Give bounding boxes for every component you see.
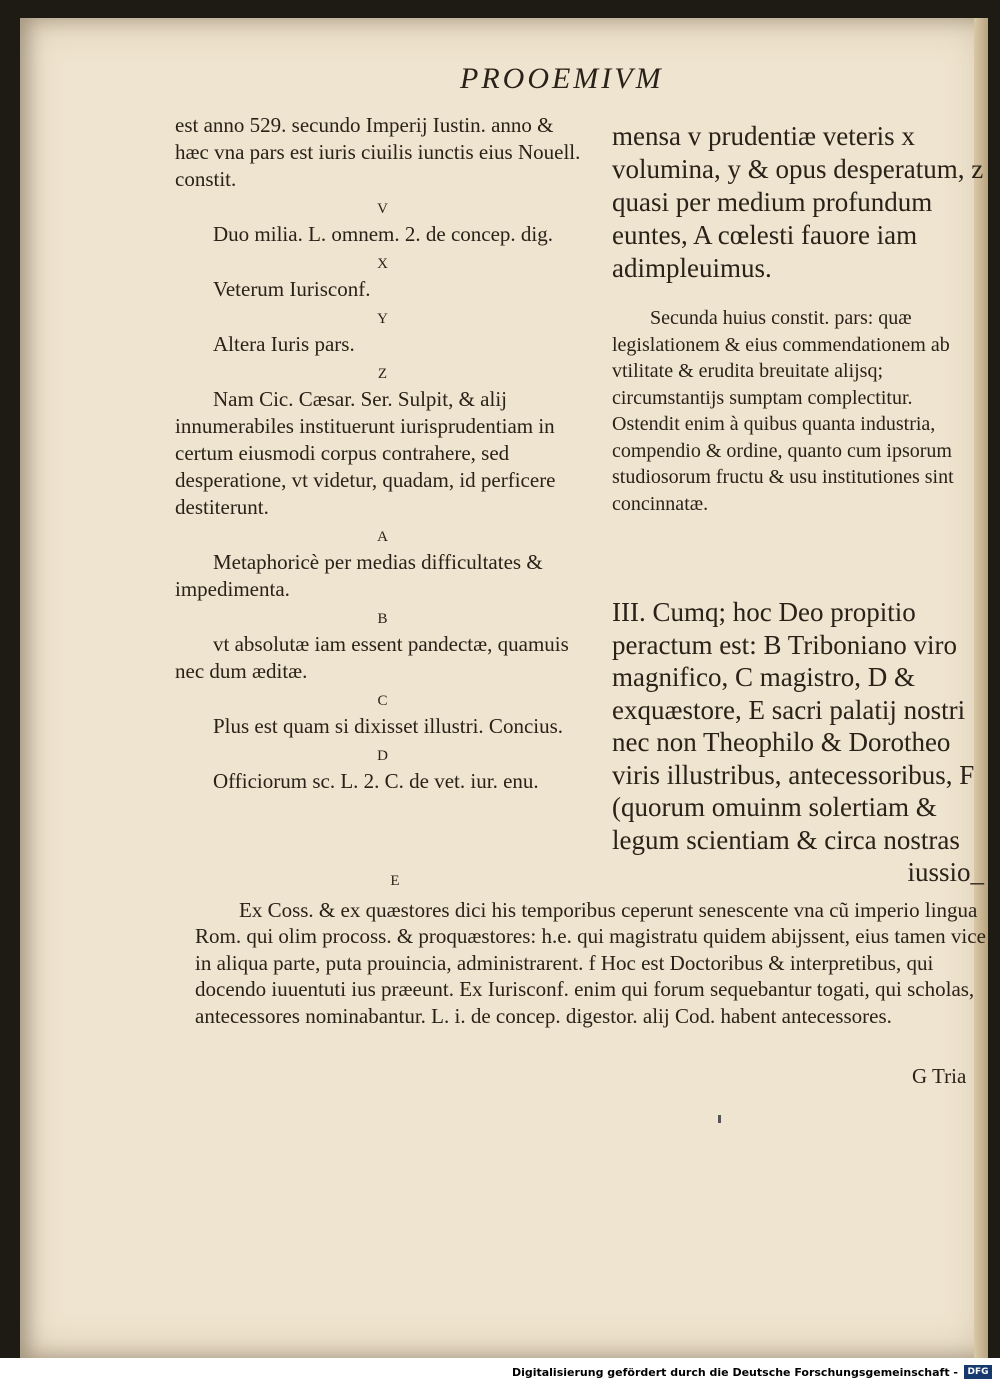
footnote-block: [195, 868, 987, 1029]
running-header: PROOEMIVM: [460, 62, 664, 95]
dfg-logo: DFG: [964, 1365, 992, 1379]
annotation-column: [175, 112, 590, 795]
annotation-text: Nam Cic. Cæsar. Ser. Sulpit, & alij innumerabiles instituerunt iurisprudentiam in certum eiusmodi corpus contrahere, sed desperatione, vt videtur, quadam, id perficere destiterunt.: [175, 387, 556, 519]
ink-mark: [718, 1115, 721, 1123]
section-three-body: III. Cumq; hoc Deo propitio peractum est: B Triboniano viro magnifico, C magistro, D & exquæstore, E sacri palatij nostri nec non Theophilo & Dorotheo viris illustribus, antecessoribus, F (quorum omuinm solertiam & legum scientiam & circa nostras: [612, 597, 975, 855]
funding-note: Digitalisierung gefördert durch die Deutsche Forschungsgemeinschaft -: [511, 1366, 958, 1379]
annotation-letter: D: [377, 748, 388, 764]
annotation-letter: C: [377, 693, 388, 709]
annotation-text: Plus est quam si dixisset illustri. Concius.: [213, 714, 564, 738]
catchword: G Tria: [912, 1064, 967, 1088]
annotation-text: Officiorum sc. L. 2. C. de vet. iur. enu.: [213, 769, 539, 793]
annotation-letter: X: [377, 256, 388, 272]
annotation-text: est anno 529. secundo Imperij Iustin. anno & hæc vna pars est iuris ciuilis iunctis eius Nouell. constit.: [175, 113, 581, 191]
annotation-letter: Z: [377, 366, 388, 382]
digitization-footer: [0, 1358, 1000, 1388]
main-text-block: mensa v prudentiæ veteris x volumina, y & opus desperatum, z quasi per medium profundum euntes, A cœlesti fauore iam adimpleuimus.: [612, 121, 984, 283]
annotation-letter: V: [377, 201, 388, 217]
annotation-text: Metaphoricè per medias difficultates & impedimenta.: [175, 550, 543, 601]
annotation-text: Altera Iuris pars.: [213, 332, 355, 356]
annotation-text: Veterum Iurisconf.: [213, 277, 371, 301]
summary-paragraph: Secunda huius constit. pars: quæ legislationem & eius commendationem ab vtilitate & erudita breuitate alijsq; circumstantijs sumptam complectitur. Ostendit enim à quibus quanta industria, compendio & ordine, quanto cum ipsorum studiosorum fructu & usu institutiones sint concinnatæ.: [612, 307, 954, 515]
section-three-continuation: iussio_: [907, 857, 984, 887]
footnote-letter: E: [390, 873, 400, 889]
annotation-text: vt absolutæ iam essent pandectæ, quamuis nec dum æditæ.: [175, 632, 569, 683]
section-three-text: [612, 596, 984, 889]
footnote-text: Ex Coss. & ex quæstores dici his temporibus ceperunt senescente vna cũ imperio lingua Rom. qui olim procoss. & proquæstores: h.e. qui magistratu quidem abijssent, eius tamen vice in aliqua parte, puta prouincia, administrarent. f Hoc est Doctoribus & interpretibus, qui docendo iuuentuti ius præeunt. Ex Iurisconf. enim qui forum sequebantur togati, qui scholas, antecessores nominabantur. L. i. de concep. digestor. alij Cod. habent antecessores.: [195, 897, 986, 1028]
annotation-text: Duo milia. L. omnem. 2. de concep. dig.: [213, 222, 554, 246]
annotation-letter: B: [377, 611, 388, 627]
annotation-letter: Y: [377, 311, 388, 327]
annotation-letter: A: [377, 529, 388, 545]
